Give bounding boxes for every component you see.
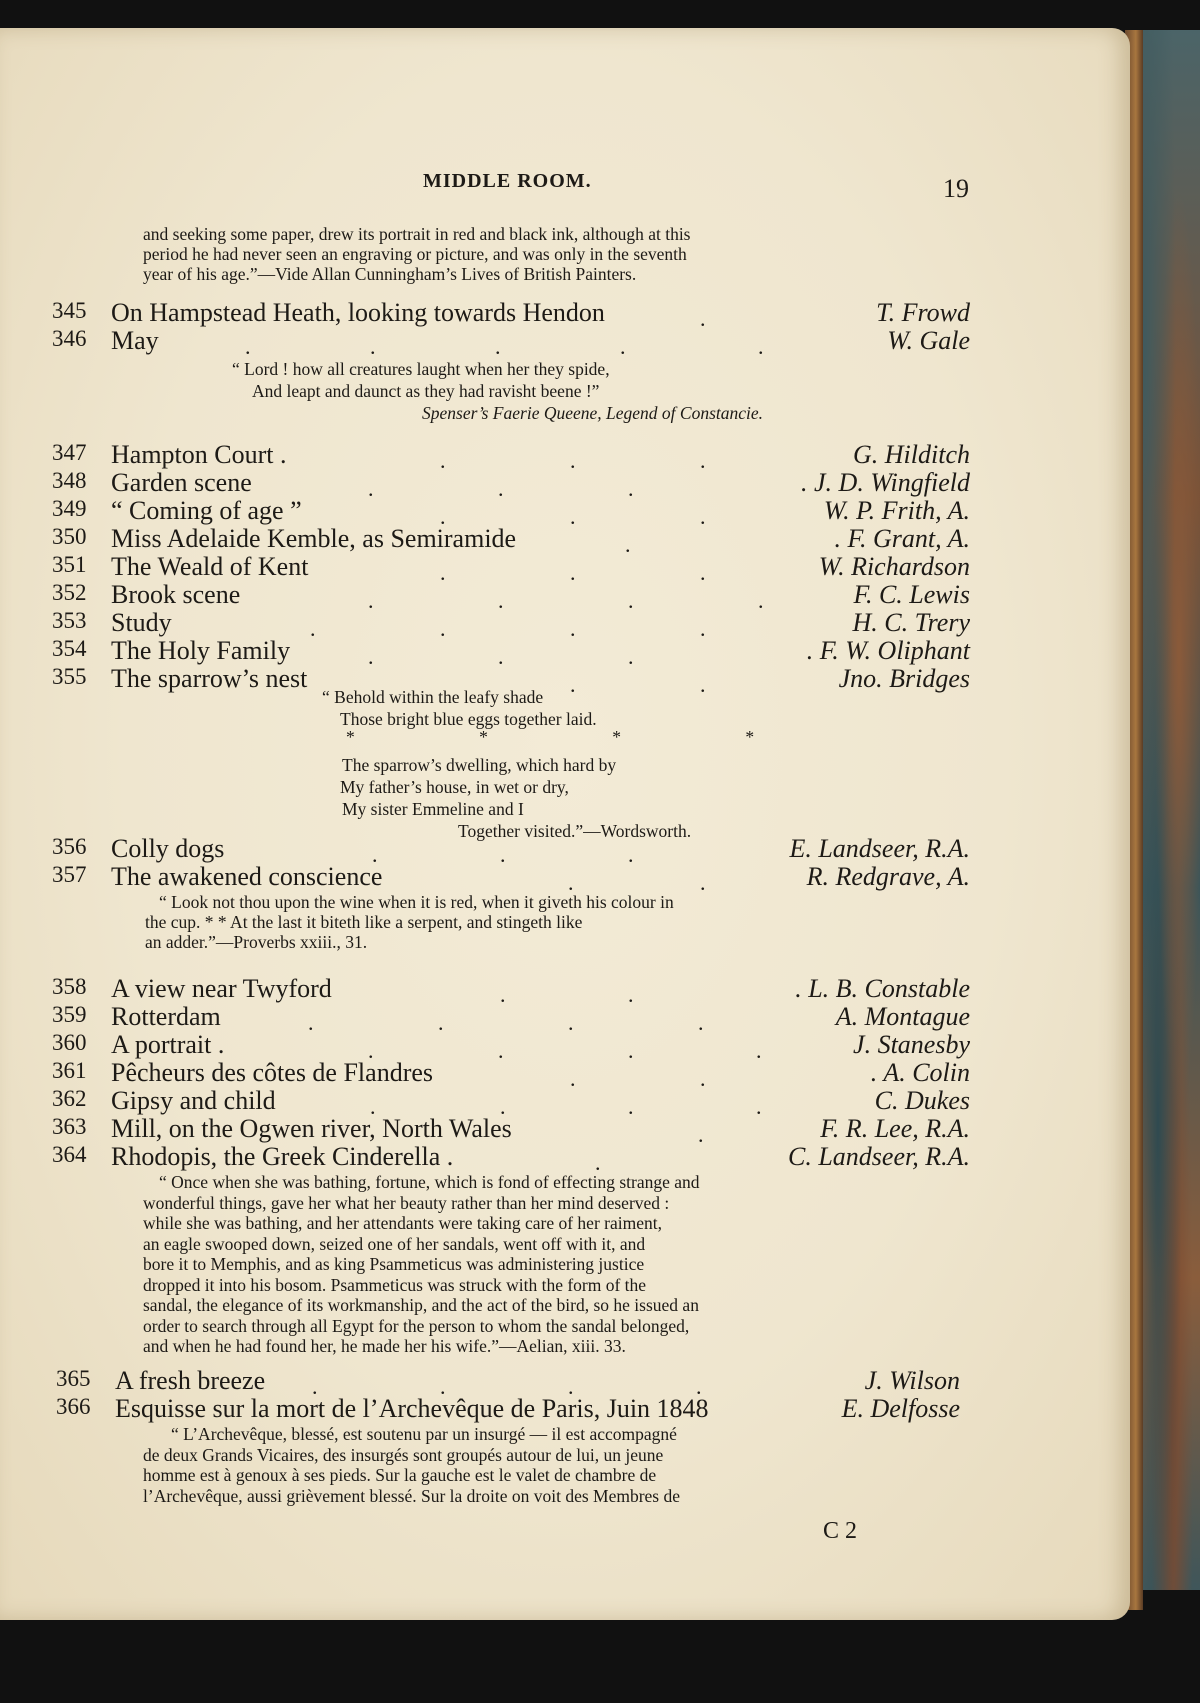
book-page <box>0 28 1130 1620</box>
entry-title: The Holy Family <box>111 636 291 665</box>
entry-title: “ Coming of age ” <box>111 496 302 525</box>
catalogue-entry <box>0 1058 1130 1091</box>
leader-dots: . <box>438 1010 444 1035</box>
leader-dots: . <box>700 616 706 641</box>
entry-artist: A. Montague <box>835 1002 970 1031</box>
leader-dots: . <box>696 1374 702 1399</box>
leader-dots: . <box>500 1094 506 1119</box>
leader-dots: . <box>368 1038 374 1063</box>
entry-title: Garden scene <box>111 468 252 497</box>
entry-number: 349 <box>52 496 87 521</box>
leader-dots: . <box>595 1150 601 1175</box>
quote-line: “ Once when she was bathing, fortune, which is fond of effecting strange and <box>159 1172 700 1192</box>
leader-dots: . <box>498 644 504 669</box>
catalogue-entry <box>0 496 1130 529</box>
entry-title: The sparrow’s nest <box>111 664 308 693</box>
leader-dots: . <box>700 672 706 697</box>
entry-artist: Jno. Bridges <box>838 664 970 693</box>
entry-number: 355 <box>52 664 87 689</box>
entry-number: 351 <box>52 552 87 577</box>
leader-dots: . <box>628 476 634 501</box>
quote-line: “ Behold within the leafy shade <box>322 687 544 707</box>
leader-dots: . <box>440 448 446 473</box>
entry-artist: G. Hilditch <box>853 440 970 469</box>
leader-dots: . <box>368 644 374 669</box>
leader-dots: . <box>245 334 251 359</box>
leader-dots: . <box>498 588 504 613</box>
intro-paragraph <box>143 224 691 284</box>
entry-title: Gipsy and child <box>111 1086 276 1115</box>
leader-dots: . <box>310 616 316 641</box>
entry-number: 365 <box>56 1366 91 1391</box>
leader-dots: . <box>368 476 374 501</box>
entry-title: On Hampstead Heath, looking towards Hendon <box>111 298 605 327</box>
running-title: MIDDLE ROOM. <box>423 170 592 192</box>
leader-dots: . <box>698 1010 704 1035</box>
leader-dots: . <box>368 588 374 613</box>
entry-title: A fresh breeze <box>115 1366 266 1395</box>
entry-title: Rotterdam <box>111 1002 221 1031</box>
catalogue-entry <box>0 524 1130 557</box>
entry-title: Mill, on the Ogwen river, North Wales <box>111 1114 512 1143</box>
leader-dots: . <box>628 588 634 613</box>
catalogue-entry <box>0 552 1130 585</box>
entry-number: 366 <box>56 1394 91 1419</box>
entry-number: 364 <box>52 1142 87 1167</box>
entry-artist: E. Delfosse <box>841 1394 960 1423</box>
quote-line: Together visited.”—Wordsworth. <box>458 821 692 841</box>
entry-artist: W. P. Frith, A. <box>823 496 970 525</box>
leader-dots: . <box>440 1374 446 1399</box>
entry-number: 350 <box>52 524 87 549</box>
quote-line: “ Lord ! how all creatures laught when her they spide, <box>232 359 610 379</box>
catalogue-entry <box>0 1002 1130 1035</box>
leader-dots: . <box>700 448 706 473</box>
catalogue-entry <box>0 1142 1130 1175</box>
entry-artist: F. C. Lewis <box>853 580 970 609</box>
entry-title: The Weald of Kent <box>111 552 309 581</box>
quote-line: Those bright blue eggs together laid. <box>340 709 597 729</box>
quote-proverbs <box>145 892 674 952</box>
entry-artist: R. Redgrave, A. <box>806 862 970 891</box>
leader-dots: . <box>440 616 446 641</box>
quote-line: bore it to Memphis, and as king Psammeticus was administering justice <box>143 1254 645 1274</box>
entry-number: 346 <box>52 326 87 351</box>
leader-dots: . <box>700 560 706 585</box>
quote-line: the cup. * * At the last it biteth like a serpent, and stingeth like <box>145 912 583 932</box>
leader-dots: . <box>628 1094 634 1119</box>
catalogue-entry <box>0 834 1130 867</box>
quote-line: sandal, the elegance of its workmanship, and the act of the bird, so he issued an <box>143 1295 699 1315</box>
leader-dots: . <box>370 1094 376 1119</box>
catalogue-entry <box>0 298 1130 331</box>
leader-dots: . <box>628 982 634 1007</box>
quote-line: an eagle swooped down, seized one of her sandals, went off with it, and <box>143 1233 646 1254</box>
leader-dots: . <box>628 842 634 867</box>
intro-line: period he had never seen an engraving or picture, and was only in the seventh <box>143 244 687 264</box>
entry-title: May <box>111 326 159 355</box>
entry-artist: . F. W. Oliphant <box>806 636 970 665</box>
signature-mark: C 2 <box>823 1518 858 1544</box>
leader-dots: . <box>570 1066 576 1091</box>
leader-dots: . <box>440 560 446 585</box>
quote-line: My father’s house, in wet or dry, <box>340 777 569 797</box>
leader-dots: . <box>308 1010 314 1035</box>
leader-dots: . <box>628 1038 634 1063</box>
entry-number: 363 <box>52 1114 87 1139</box>
entry-artist: W. Richardson <box>818 552 970 581</box>
catalogue-entry <box>0 974 1130 1007</box>
quote-line: l’Archevêque, aussi grièvement blessé. Sur la droite on voit des Membres de <box>143 1485 681 1506</box>
leader-dots: . <box>570 672 576 697</box>
catalogue-entry <box>0 440 1130 473</box>
leader-dots: . <box>758 334 764 359</box>
entry-number: 356 <box>52 834 87 859</box>
entry-number: 360 <box>52 1030 87 1055</box>
entry-artist: . A. Colin <box>870 1058 970 1087</box>
leader-dots: . <box>500 982 506 1007</box>
entry-number: 348 <box>52 468 87 493</box>
quote-stars: * * * * <box>346 727 815 747</box>
quote-citation: Spenser’s Faerie Queene, Legend of Constancie. <box>422 403 764 423</box>
catalogue-entry <box>0 1366 1130 1399</box>
entry-artist: W. Gale <box>887 326 970 355</box>
leader-dots: . <box>758 588 764 613</box>
leader-dots: . <box>756 1094 762 1119</box>
quote-line: and when he had found her, he made her his wife.”—Aelian, xiii. 33. <box>143 1336 626 1356</box>
leader-dots: . <box>568 870 574 895</box>
entry-artist: J. Stanesby <box>853 1030 970 1059</box>
leader-dots: . <box>698 1122 704 1147</box>
entry-artist: H. C. Trery <box>852 608 970 637</box>
entry-number: 357 <box>52 862 87 887</box>
page-number: 19 <box>943 174 969 203</box>
leader-dots: . <box>756 1038 762 1063</box>
leader-dots: . <box>372 842 378 867</box>
entry-title: Hampton Court . <box>111 440 287 469</box>
entry-number: 354 <box>52 636 87 661</box>
quote-line: My sister Emmeline and I <box>342 799 524 819</box>
leader-dots: . <box>570 616 576 641</box>
quote-spenser <box>232 358 763 424</box>
leader-dots: . <box>620 334 626 359</box>
leader-dots: . <box>568 1010 574 1035</box>
quote-line: an adder.”—Proverbs xxiii., 31. <box>145 932 368 952</box>
leader-dots: . <box>570 504 576 529</box>
quote-line: order to search through all Egypt for the person to whom the sandal belonged, <box>143 1315 690 1336</box>
entry-number: 359 <box>52 1002 87 1027</box>
leader-dots: . <box>700 504 706 529</box>
catalogue-entry <box>0 1394 1130 1424</box>
leader-dots: . <box>568 1374 574 1399</box>
entry-title: A view near Twyford <box>111 974 332 1003</box>
entry-number: 345 <box>52 298 87 323</box>
quote-line: And leapt and daunct as they had ravisht beene !” <box>252 381 600 401</box>
catalogue-entry <box>0 580 1130 613</box>
entry-title: A portrait . <box>111 1030 225 1059</box>
entry-artist: . L. B. Constable <box>795 974 970 1003</box>
entry-number: 352 <box>52 580 87 605</box>
entry-artist: T. Frowd <box>876 298 970 327</box>
leader-dots: . <box>495 334 501 359</box>
catalogue-entry <box>0 326 1130 359</box>
catalogue-entry <box>0 1086 1130 1119</box>
entry-artist: J. Wilson <box>864 1366 960 1395</box>
entry-title: Pêcheurs des côtes de Flandres <box>111 1058 434 1087</box>
quote-line: “ Look not thou upon the wine when it is red, when it giveth his colour in <box>159 892 674 912</box>
entry-artist: E. Landseer, R.A. <box>789 834 970 863</box>
entry-number: 362 <box>52 1086 87 1111</box>
entry-title: Colly dogs <box>111 834 225 863</box>
leader-dots: . <box>500 842 506 867</box>
entry-title: Esquisse sur la mort de l’Archevêque de Paris, Juin 1848 <box>115 1394 709 1423</box>
leader-dots: . <box>700 306 706 331</box>
quote-line: dropped it into his bosom. Psammeticus was struck with the form of the <box>143 1274 647 1295</box>
entry-number: 361 <box>52 1058 87 1083</box>
catalogue-entry <box>0 1114 1130 1147</box>
catalogue-entry <box>0 608 1130 641</box>
intro-line: year of his age.”—Vide Allan Cunningham’s Lives of British Painters. <box>143 264 637 284</box>
quote-line: “ L’Archevêque, blessé, est soutenu par un insurgé — il est accompagné <box>171 1424 677 1444</box>
entry-number: 353 <box>52 608 87 633</box>
catalogue-entry <box>0 862 1130 895</box>
catalogue-entry <box>0 636 1130 669</box>
leader-dots: . <box>498 1038 504 1063</box>
catalogue-entry <box>0 468 1130 501</box>
leader-dots: . <box>700 1066 706 1091</box>
quote-wordsworth <box>322 686 814 842</box>
leader-dots: . <box>570 560 576 585</box>
intro-line: and seeking some paper, drew its portrait in red and black ink, although at this <box>143 224 691 244</box>
entry-title: The awakened conscience <box>111 862 383 891</box>
leader-dots: . <box>625 532 631 557</box>
entry-artist: C. Landseer, R.A. <box>788 1142 970 1171</box>
leader-dots: . <box>370 334 376 359</box>
entry-title: Miss Adelaide Kemble, as Semiramide <box>111 524 517 553</box>
entry-artist: C. Dukes <box>874 1086 970 1115</box>
quote-aelian <box>143 1172 700 1357</box>
entry-title: Brook scene <box>111 580 241 609</box>
quote-line: while she was bathing, and her attendants were taking care of her raiment, <box>143 1213 662 1233</box>
entry-title: Study <box>111 608 172 637</box>
leader-dots: . <box>312 1374 318 1399</box>
catalogue-entry <box>0 1030 1130 1063</box>
leader-dots: . <box>628 644 634 669</box>
entry-artist: . J. D. Wingfield <box>801 468 970 497</box>
leader-dots: . <box>570 448 576 473</box>
entry-artist: . F. Grant, A. <box>834 524 970 553</box>
entry-number: 358 <box>52 974 87 999</box>
leader-dots: . <box>440 504 446 529</box>
quote-line: de deux Grands Vicaires, des insurgés sont groupés autour de lui, un jeune <box>143 1444 664 1465</box>
quote-archeveque <box>143 1424 680 1506</box>
quote-line: The sparrow’s dwelling, which hard by <box>342 755 617 775</box>
leader-dots: . <box>700 870 706 895</box>
entry-title: Rhodopis, the Greek Cinderella . <box>111 1142 454 1171</box>
leader-dots: . <box>498 476 504 501</box>
quote-line: homme est à genoux à ses pieds. Sur la gauche est le valet de chambre de <box>143 1465 657 1485</box>
entry-number: 347 <box>52 440 87 465</box>
entry-artist: F. R. Lee, R.A. <box>820 1114 970 1143</box>
quote-line: wonderful things, gave her what her beauty rather than her mind deserved : <box>143 1192 670 1213</box>
